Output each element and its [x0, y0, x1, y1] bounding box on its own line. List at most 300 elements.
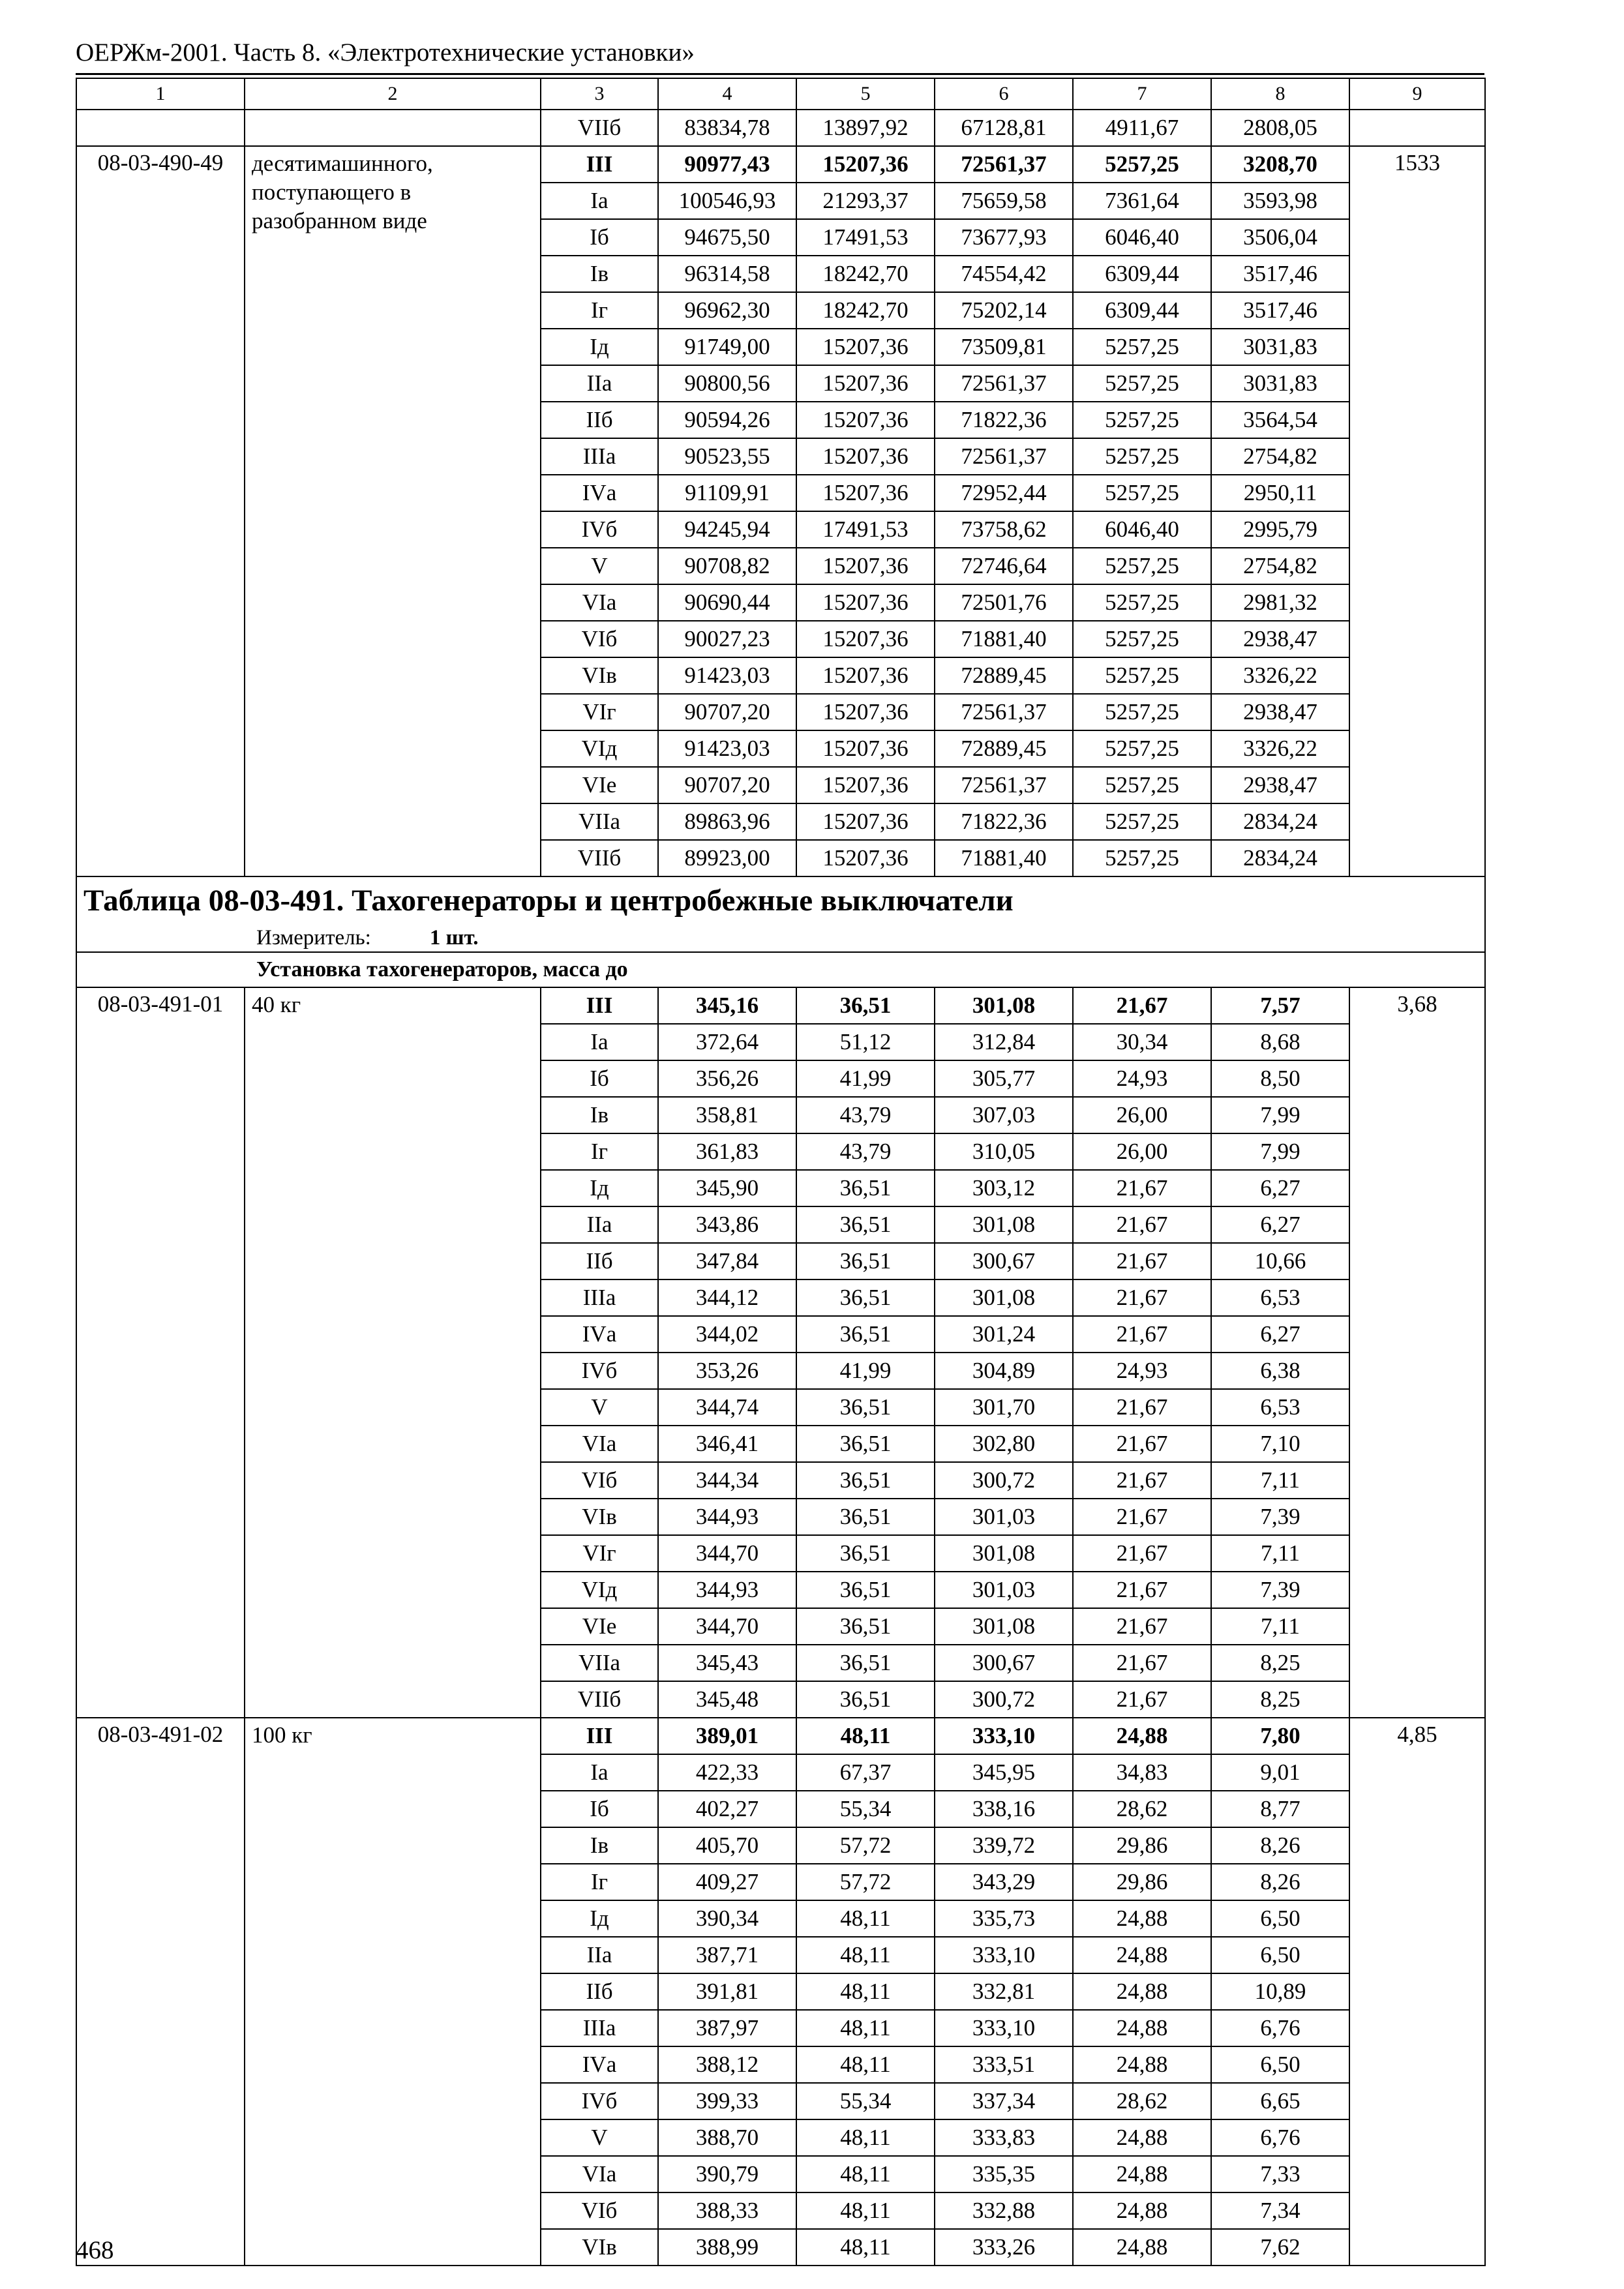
value-cell: 5257,25: [1073, 475, 1211, 511]
value-cell: 72501,76: [935, 584, 1073, 621]
value-cell: 18242,70: [796, 256, 935, 292]
value-cell: 343,29: [935, 1864, 1073, 1900]
value-cell: 6,76: [1211, 2119, 1349, 2156]
value-cell: 24,88: [1073, 2156, 1211, 2192]
value-cell: 10,66: [1211, 1243, 1349, 1279]
value-cell: 26,00: [1073, 1133, 1211, 1170]
table-row: [76, 1718, 1485, 1754]
value-cell: 333,10: [935, 2010, 1073, 2046]
region-cell: IIб: [541, 1973, 658, 2010]
value-cell: 6,38: [1211, 1353, 1349, 1389]
value-cell: 48,11: [796, 1718, 935, 1754]
rate-code-cell: 08-03-491-01: [76, 987, 245, 1718]
value-cell: 2834,24: [1211, 840, 1349, 876]
value-cell: 7,57: [1211, 987, 1349, 1024]
value-cell: 5257,25: [1073, 584, 1211, 621]
value-cell: 21,67: [1073, 1608, 1211, 1645]
value-cell: 5257,25: [1073, 621, 1211, 657]
region-cell: IIIа: [541, 2010, 658, 2046]
value-cell: 7,34: [1211, 2192, 1349, 2229]
value-cell: 21,67: [1073, 1243, 1211, 1279]
value-cell: 72952,44: [935, 475, 1073, 511]
value-cell: 2834,24: [1211, 803, 1349, 840]
column-number-row: [76, 78, 1485, 110]
value-cell: 36,51: [796, 1681, 935, 1718]
value-cell: 90977,43: [658, 146, 796, 183]
value-cell: 48,11: [796, 2156, 935, 2192]
region-cell: VIа: [541, 2156, 658, 2192]
labor-cell: 1533: [1349, 146, 1485, 876]
unit-cell: [76, 924, 1485, 952]
region-cell: Iв: [541, 1827, 658, 1864]
value-cell: 301,08: [935, 1206, 1073, 1243]
value-cell: 303,12: [935, 1170, 1073, 1206]
value-cell: 2754,82: [1211, 548, 1349, 584]
value-cell: 6309,44: [1073, 256, 1211, 292]
value-cell: 5257,25: [1073, 146, 1211, 183]
region-cell: VIIб: [541, 1681, 658, 1718]
value-cell: 91423,03: [658, 730, 796, 767]
value-cell: 15207,36: [796, 694, 935, 730]
value-cell: 333,10: [935, 1718, 1073, 1754]
value-cell: 2981,32: [1211, 584, 1349, 621]
region-cell: VIб: [541, 1462, 658, 1499]
rate-code-cell: 08-03-491-02: [76, 1718, 245, 2266]
value-cell: 332,81: [935, 1973, 1073, 2010]
page-header-title: ОЕРЖм-2001. Часть 8. «Электротехнические установки»: [76, 38, 695, 67]
region-cell: V: [541, 1389, 658, 1426]
value-cell: 21,67: [1073, 1279, 1211, 1316]
value-cell: 388,70: [658, 2119, 796, 2156]
value-cell: 41,99: [796, 1060, 935, 1097]
value-cell: 15207,36: [796, 584, 935, 621]
value-cell: 301,03: [935, 1499, 1073, 1535]
value-cell: 5257,25: [1073, 657, 1211, 694]
value-cell: 91109,91: [658, 475, 796, 511]
value-cell: 48,11: [796, 1973, 935, 2010]
value-cell: 90708,82: [658, 548, 796, 584]
column-number-cell: 2: [245, 78, 541, 110]
value-cell: 5257,25: [1073, 548, 1211, 584]
value-cell: 302,80: [935, 1426, 1073, 1462]
value-cell: 387,71: [658, 1937, 796, 1973]
value-cell: 301,08: [935, 987, 1073, 1024]
value-cell: 372,64: [658, 1024, 796, 1060]
value-cell: 13897,92: [796, 110, 935, 146]
value-cell: 15207,36: [796, 438, 935, 475]
column-number-cell: 3: [541, 78, 658, 110]
region-cell: VIIб: [541, 840, 658, 876]
value-cell: 90707,20: [658, 767, 796, 803]
value-cell: 28,62: [1073, 2083, 1211, 2119]
carry-over-row: [76, 110, 1485, 146]
value-cell: 5257,25: [1073, 438, 1211, 475]
value-cell: 24,93: [1073, 1060, 1211, 1097]
value-cell: 389,01: [658, 1718, 796, 1754]
region-cell: III: [541, 1718, 658, 1754]
value-cell: 388,33: [658, 2192, 796, 2229]
region-cell: IIа: [541, 365, 658, 402]
value-cell: 2808,05: [1211, 110, 1349, 146]
value-cell: 3593,98: [1211, 183, 1349, 219]
value-cell: 345,95: [935, 1754, 1073, 1791]
value-cell: 26,00: [1073, 1097, 1211, 1133]
region-cell: Iг: [541, 1133, 658, 1170]
value-cell: 300,72: [935, 1681, 1073, 1718]
value-cell: 6046,40: [1073, 219, 1211, 256]
labor-cell: 3,68: [1349, 987, 1485, 1718]
value-cell: 307,03: [935, 1097, 1073, 1133]
value-cell: 36,51: [796, 1645, 935, 1681]
value-cell: 345,16: [658, 987, 796, 1024]
region-cell: Iб: [541, 1791, 658, 1827]
value-cell: 36,51: [796, 1608, 935, 1645]
value-cell: 72561,37: [935, 438, 1073, 475]
value-cell: 15207,36: [796, 803, 935, 840]
region-cell: IIа: [541, 1206, 658, 1243]
value-cell: 29,86: [1073, 1827, 1211, 1864]
value-cell: 90027,23: [658, 621, 796, 657]
value-cell: 91423,03: [658, 657, 796, 694]
value-cell: 17491,53: [796, 511, 935, 548]
value-cell: 43,79: [796, 1097, 935, 1133]
value-cell: 301,08: [935, 1535, 1073, 1572]
value-cell: 15207,36: [796, 365, 935, 402]
value-cell: 344,74: [658, 1389, 796, 1426]
region-cell: V: [541, 548, 658, 584]
value-cell: 6046,40: [1073, 511, 1211, 548]
rate-code-cell: 08-03-490-49: [76, 146, 245, 876]
table-row: [76, 987, 1485, 1024]
value-cell: 10,89: [1211, 1973, 1349, 2010]
value-cell: 24,88: [1073, 2229, 1211, 2266]
region-cell: VIа: [541, 584, 658, 621]
value-cell: 15207,36: [796, 548, 935, 584]
region-cell: IIб: [541, 402, 658, 438]
value-cell: 6,65: [1211, 2083, 1349, 2119]
value-cell: 5257,25: [1073, 365, 1211, 402]
value-cell: 6309,44: [1073, 292, 1211, 329]
value-cell: 41,99: [796, 1353, 935, 1389]
value-cell: 15207,36: [796, 840, 935, 876]
value-cell: 339,72: [935, 1827, 1073, 1864]
region-cell: Iд: [541, 1170, 658, 1206]
value-cell: 405,70: [658, 1827, 796, 1864]
value-cell: 6,27: [1211, 1170, 1349, 1206]
value-cell: 48,11: [796, 2229, 935, 2266]
value-cell: 90594,26: [658, 402, 796, 438]
header-rule: [76, 73, 1484, 75]
section-heading-row: [76, 952, 1485, 987]
value-cell: 57,72: [796, 1827, 935, 1864]
value-cell: 333,26: [935, 2229, 1073, 2266]
value-cell: 72561,37: [935, 365, 1073, 402]
value-cell: 6,50: [1211, 1937, 1349, 1973]
value-cell: 333,51: [935, 2046, 1073, 2083]
value-cell: 57,72: [796, 1864, 935, 1900]
value-cell: 356,26: [658, 1060, 796, 1097]
value-cell: 55,34: [796, 2083, 935, 2119]
region-cell: VIв: [541, 1499, 658, 1535]
column-number-cell: 4: [658, 78, 796, 110]
value-cell: 301,08: [935, 1608, 1073, 1645]
value-cell: 8,26: [1211, 1827, 1349, 1864]
value-cell: 8,25: [1211, 1645, 1349, 1681]
value-cell: 48,11: [796, 1900, 935, 1937]
value-cell: 3031,83: [1211, 365, 1349, 402]
region-cell: Iа: [541, 183, 658, 219]
value-cell: 36,51: [796, 1170, 935, 1206]
table-title: Таблица 08-03-491. Тахогенераторы и центробежные выключатели: [76, 876, 1485, 924]
value-cell: 4911,67: [1073, 110, 1211, 146]
value-cell: 34,83: [1073, 1754, 1211, 1791]
value-cell: 51,12: [796, 1024, 935, 1060]
region-cell: IVб: [541, 2083, 658, 2119]
unit-label: Измеритель:: [256, 926, 371, 950]
value-cell: 8,50: [1211, 1060, 1349, 1097]
value-cell: 301,70: [935, 1389, 1073, 1426]
region-cell: Iг: [541, 292, 658, 329]
column-number-cell: 5: [796, 78, 935, 110]
region-cell: Iд: [541, 329, 658, 365]
value-cell: 335,73: [935, 1900, 1073, 1937]
value-cell: 21,67: [1073, 1499, 1211, 1535]
value-cell: 36,51: [796, 1389, 935, 1426]
value-cell: 15207,36: [796, 329, 935, 365]
value-cell: 36,51: [796, 987, 935, 1024]
value-cell: 333,10: [935, 1937, 1073, 1973]
value-cell: 344,93: [658, 1572, 796, 1608]
page-number: 468: [76, 2236, 114, 2264]
value-cell: 15207,36: [796, 657, 935, 694]
region-cell: VIг: [541, 1535, 658, 1572]
value-cell: 301,03: [935, 1572, 1073, 1608]
value-cell: 94245,94: [658, 511, 796, 548]
value-cell: 388,99: [658, 2229, 796, 2266]
value-cell: 9,01: [1211, 1754, 1349, 1791]
value-cell: 3517,46: [1211, 292, 1349, 329]
value-cell: 96962,30: [658, 292, 796, 329]
value-cell: 2938,47: [1211, 767, 1349, 803]
value-cell: 3564,54: [1211, 402, 1349, 438]
value-cell: 21,67: [1073, 1572, 1211, 1608]
region-cell: III: [541, 987, 658, 1024]
rate-description-cell: 100 кг: [245, 1718, 541, 2266]
value-cell: 36,51: [796, 1243, 935, 1279]
value-cell: 90523,55: [658, 438, 796, 475]
value-cell: 6,50: [1211, 2046, 1349, 2083]
value-cell: 90800,56: [658, 365, 796, 402]
value-cell: 5257,25: [1073, 694, 1211, 730]
value-cell: 7,33: [1211, 2156, 1349, 2192]
value-cell: 346,41: [658, 1426, 796, 1462]
value-cell: 390,34: [658, 1900, 796, 1937]
value-cell: 3517,46: [1211, 256, 1349, 292]
value-cell: 6,76: [1211, 2010, 1349, 2046]
value-cell: 358,81: [658, 1097, 796, 1133]
value-cell: 21,67: [1073, 1170, 1211, 1206]
column-number-cell: 7: [1073, 78, 1211, 110]
value-cell: 300,67: [935, 1243, 1073, 1279]
region-cell: VIIа: [541, 803, 658, 840]
value-cell: 67128,81: [935, 110, 1073, 146]
value-cell: 21,67: [1073, 1535, 1211, 1572]
value-cell: 301,08: [935, 1279, 1073, 1316]
description-cell-empty: [245, 110, 541, 146]
value-cell: 7,99: [1211, 1097, 1349, 1133]
value-cell: 21,67: [1073, 987, 1211, 1024]
value-cell: 345,90: [658, 1170, 796, 1206]
value-cell: 72889,45: [935, 657, 1073, 694]
rate-description-cell: 40 кг: [245, 987, 541, 1718]
value-cell: 96314,58: [658, 256, 796, 292]
value-cell: 335,35: [935, 2156, 1073, 2192]
value-cell: 5257,25: [1073, 767, 1211, 803]
value-cell: 71881,40: [935, 840, 1073, 876]
value-cell: 402,27: [658, 1791, 796, 1827]
value-cell: 344,34: [658, 1462, 796, 1499]
value-cell: 345,48: [658, 1681, 796, 1718]
region-cell: IIIа: [541, 438, 658, 475]
value-cell: 2938,47: [1211, 694, 1349, 730]
value-cell: 8,25: [1211, 1681, 1349, 1718]
region-cell: Iа: [541, 1024, 658, 1060]
value-cell: 48,11: [796, 2010, 935, 2046]
region-cell: VIе: [541, 767, 658, 803]
value-cell: 24,88: [1073, 2010, 1211, 2046]
value-cell: 361,83: [658, 1133, 796, 1170]
value-cell: 5257,25: [1073, 840, 1211, 876]
value-cell: 21,67: [1073, 1389, 1211, 1426]
region-cell: IVа: [541, 2046, 658, 2083]
value-cell: 3326,22: [1211, 657, 1349, 694]
value-cell: 36,51: [796, 1316, 935, 1353]
value-cell: 3208,70: [1211, 146, 1349, 183]
value-cell: 71822,36: [935, 402, 1073, 438]
value-cell: 7,39: [1211, 1572, 1349, 1608]
value-cell: 7,11: [1211, 1462, 1349, 1499]
value-cell: 91749,00: [658, 329, 796, 365]
value-cell: 310,05: [935, 1133, 1073, 1170]
value-cell: 2938,47: [1211, 621, 1349, 657]
value-cell: 15207,36: [796, 475, 935, 511]
value-cell: 72561,37: [935, 694, 1073, 730]
value-cell: 5257,25: [1073, 730, 1211, 767]
region-cell: V: [541, 2119, 658, 2156]
value-cell: 2995,79: [1211, 511, 1349, 548]
value-cell: 28,62: [1073, 1791, 1211, 1827]
value-cell: 7,39: [1211, 1499, 1349, 1535]
value-cell: 337,34: [935, 2083, 1073, 2119]
value-cell: 21,67: [1073, 1316, 1211, 1353]
value-cell: 6,27: [1211, 1206, 1349, 1243]
value-cell: 48,11: [796, 2046, 935, 2083]
value-cell: 24,88: [1073, 2119, 1211, 2156]
value-cell: 5257,25: [1073, 402, 1211, 438]
region-cell: IIб: [541, 1243, 658, 1279]
region-cell: Iа: [541, 1754, 658, 1791]
col9-cell-empty: [1349, 110, 1485, 146]
value-cell: 36,51: [796, 1499, 935, 1535]
region-cell: VIв: [541, 657, 658, 694]
value-cell: 344,70: [658, 1608, 796, 1645]
value-cell: 24,88: [1073, 2192, 1211, 2229]
value-cell: 5257,25: [1073, 803, 1211, 840]
region-cell: Iд: [541, 1900, 658, 1937]
rates-table: [76, 78, 1486, 2266]
value-cell: 6,53: [1211, 1389, 1349, 1426]
value-cell: 3506,04: [1211, 219, 1349, 256]
value-cell: 21,67: [1073, 1426, 1211, 1462]
value-cell: 15207,36: [796, 621, 935, 657]
value-cell: 90690,44: [658, 584, 796, 621]
value-cell: 7,11: [1211, 1608, 1349, 1645]
value-cell: 75202,14: [935, 292, 1073, 329]
region-cell: VIв: [541, 2229, 658, 2266]
value-cell: 15207,36: [796, 767, 935, 803]
value-cell: 18242,70: [796, 292, 935, 329]
value-cell: 75659,58: [935, 183, 1073, 219]
value-cell: 74554,42: [935, 256, 1073, 292]
value-cell: 15207,36: [796, 730, 935, 767]
column-number-cell: 8: [1211, 78, 1349, 110]
value-cell: 6,50: [1211, 1900, 1349, 1937]
value-cell: 15207,36: [796, 402, 935, 438]
region-cell: Iв: [541, 256, 658, 292]
value-cell: 333,83: [935, 2119, 1073, 2156]
value-cell: 24,88: [1073, 1937, 1211, 1973]
value-cell: 48,11: [796, 2119, 935, 2156]
region-cell: IVб: [541, 1353, 658, 1389]
region-cell: VIIб: [541, 110, 658, 146]
value-cell: 2754,82: [1211, 438, 1349, 475]
region-cell: VIIа: [541, 1645, 658, 1681]
region-cell: VIа: [541, 1426, 658, 1462]
value-cell: 6,53: [1211, 1279, 1349, 1316]
value-cell: 24,88: [1073, 1718, 1211, 1754]
region-cell: Iв: [541, 1097, 658, 1133]
value-cell: 71822,36: [935, 803, 1073, 840]
value-cell: 36,51: [796, 1572, 935, 1608]
region-cell: Iг: [541, 1864, 658, 1900]
value-cell: 24,88: [1073, 1900, 1211, 1937]
code-cell-empty: [76, 110, 245, 146]
region-cell: VIд: [541, 730, 658, 767]
value-cell: 21,67: [1073, 1645, 1211, 1681]
region-cell: IVб: [541, 511, 658, 548]
value-cell: 2950,11: [1211, 475, 1349, 511]
value-cell: 71881,40: [935, 621, 1073, 657]
value-cell: 409,27: [658, 1864, 796, 1900]
value-cell: 73758,62: [935, 511, 1073, 548]
value-cell: 3031,83: [1211, 329, 1349, 365]
value-cell: 300,67: [935, 1645, 1073, 1681]
value-cell: 7361,64: [1073, 183, 1211, 219]
value-cell: 387,97: [658, 2010, 796, 2046]
value-cell: 7,11: [1211, 1535, 1349, 1572]
value-cell: 89923,00: [658, 840, 796, 876]
section-heading: Установка тахогенераторов, масса до: [76, 952, 1485, 987]
value-cell: 24,93: [1073, 1353, 1211, 1389]
value-cell: 21293,37: [796, 183, 935, 219]
region-cell: VIб: [541, 621, 658, 657]
column-number-cell: 6: [935, 78, 1073, 110]
value-cell: 73677,93: [935, 219, 1073, 256]
value-cell: 29,86: [1073, 1864, 1211, 1900]
value-cell: 332,88: [935, 2192, 1073, 2229]
table-row: [76, 146, 1485, 183]
value-cell: 36,51: [796, 1279, 935, 1316]
